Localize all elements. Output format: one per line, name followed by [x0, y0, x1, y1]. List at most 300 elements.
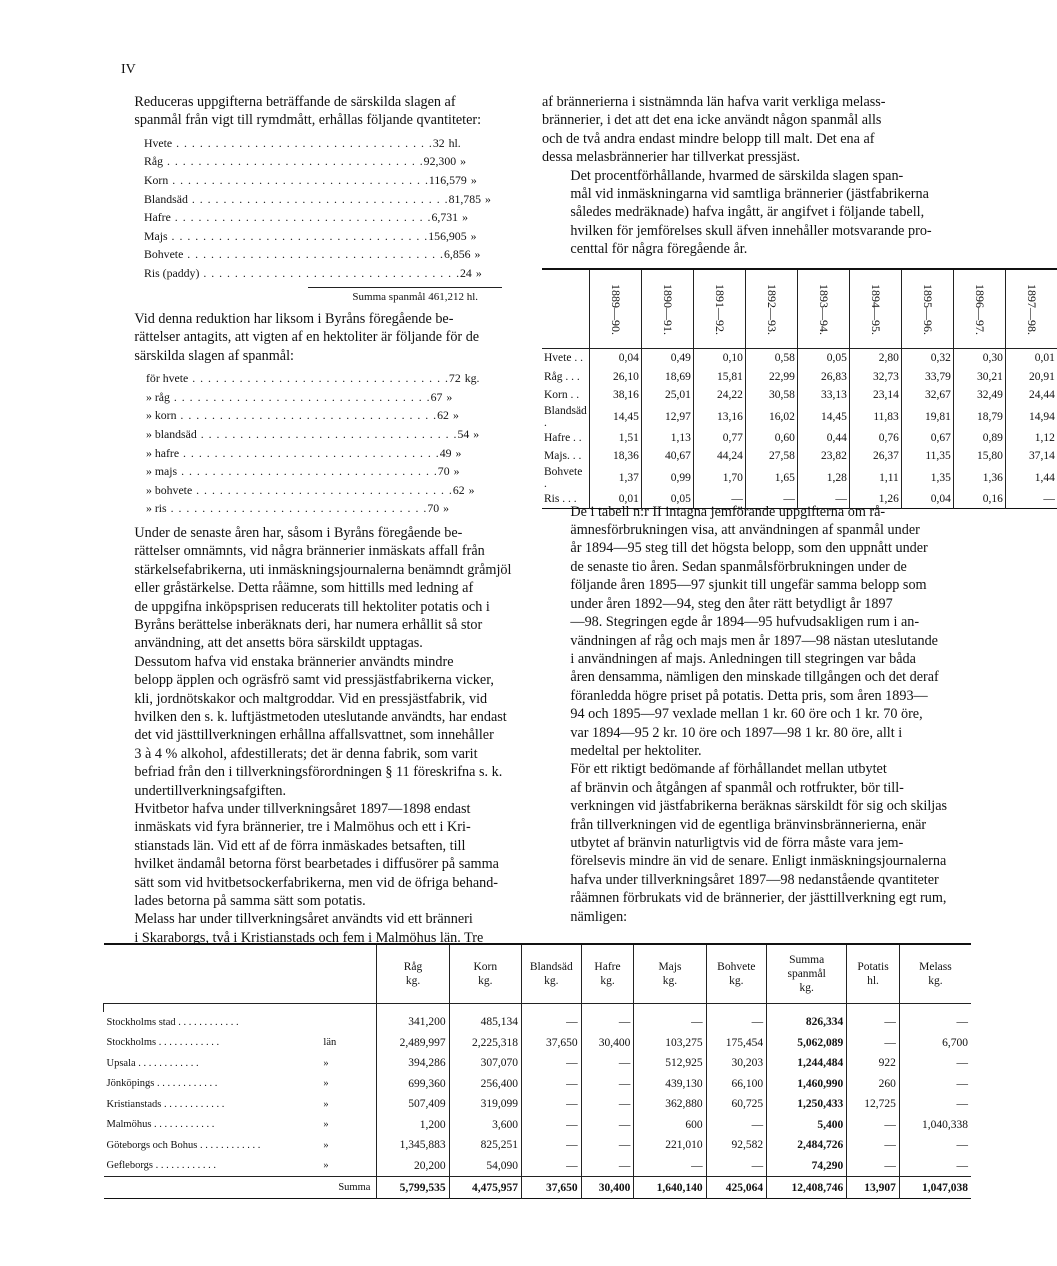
- weight-unit: »: [453, 464, 460, 479]
- region-name: Jönköpings . . .: [104, 1074, 322, 1095]
- region-name: Göteborgs och Bohus . . .: [104, 1135, 322, 1156]
- percentage-cell: 12,97: [641, 405, 693, 429]
- quantity-cell: 825,251: [449, 1135, 521, 1156]
- weight-unit: kg.: [464, 371, 480, 386]
- percentage-cell: —: [797, 490, 849, 509]
- quantity-cell: 103,275: [634, 1033, 706, 1054]
- quantity-cell: —: [521, 1135, 581, 1156]
- percentage-cell: 1,44: [1005, 466, 1057, 490]
- weight-unit: »: [473, 426, 480, 441]
- grain-percentage-row: [542, 349, 1057, 368]
- quantity-column-header: [521, 944, 581, 1004]
- year-header: [641, 269, 693, 349]
- grain-percentage-row: [542, 466, 1057, 490]
- header-line: Korn: [473, 961, 498, 973]
- weight-row: [146, 425, 480, 444]
- percentage-cell: 0,76: [849, 429, 901, 448]
- quantity-cell: 260: [847, 1074, 900, 1095]
- quantity-cell: 74,290: [767, 1156, 847, 1177]
- right-paragraph-2: Det procentförhållande, hvarmed de särskilda slagen span- mål vid inmäskningarna vid samtliga brännerier (jästfabrikerna således medräknade) hafva ingått, är angifvet i följande tabell, hvilken för jemförelses skull äfven innehåller motsvarande pro- centtal för några föregående år.: [570, 167, 932, 258]
- percentage-cell: 23,14: [849, 386, 901, 405]
- produce-name: Hafre . . .: [144, 208, 432, 227]
- spacer-cell: [634, 1004, 706, 1013]
- header-line: Summa: [789, 954, 825, 966]
- quantity-cell: 699,360: [377, 1074, 449, 1095]
- region-lan: [321, 1012, 377, 1033]
- grain-percentage-row: [542, 490, 1057, 509]
- region-lan: »: [323, 1098, 329, 1110]
- header-line: Hafre: [594, 961, 621, 973]
- quantity-cell: —: [521, 1094, 581, 1115]
- percentage-cell: 30,21: [953, 368, 1005, 387]
- quantity-cell: —: [706, 1156, 767, 1177]
- header-line: kg.: [478, 975, 493, 987]
- year-label: 1893—94.: [816, 283, 831, 335]
- quantity-cell: —: [581, 1012, 634, 1033]
- quantity-cell: 922: [847, 1053, 900, 1074]
- quantity-cell: 66,100: [706, 1074, 767, 1095]
- percentage-cell: 1,12: [1005, 429, 1057, 448]
- year-label: 1890—91.: [660, 283, 675, 335]
- region-lan: »: [323, 1078, 329, 1090]
- weight-unit: »: [468, 482, 475, 497]
- table-spacer: [104, 1004, 972, 1013]
- percentage-cell: 22,99: [745, 368, 797, 387]
- header-line: kg.: [799, 982, 814, 994]
- quantity-cell: —: [899, 1156, 971, 1177]
- quantity-row: [104, 1053, 972, 1074]
- produce-unit: »: [475, 265, 482, 280]
- produce-row: [144, 171, 477, 190]
- total-cell: 5,799,535: [377, 1177, 449, 1199]
- total-cell: 1,640,140: [634, 1177, 706, 1199]
- produce-value: 92,300: [423, 154, 457, 169]
- quantity-column-header: [706, 944, 767, 1004]
- year-header: [745, 269, 797, 349]
- quantity-row: [104, 1094, 972, 1115]
- weight-unit: »: [443, 501, 450, 516]
- grain-percentage-row: [542, 447, 1057, 466]
- quantity-cell: 6,700: [899, 1033, 971, 1054]
- produce-value: 6,856: [443, 247, 471, 262]
- percentage-cell: 0,44: [797, 429, 849, 448]
- weight-name: » bohvete . . .: [146, 481, 453, 500]
- weight-value: 67: [430, 389, 443, 404]
- weight-row: [146, 499, 450, 518]
- weight-row: [146, 444, 462, 463]
- header-line: hl.: [867, 975, 879, 987]
- quantity-column-header: [449, 944, 521, 1004]
- region-lan: »: [323, 1119, 329, 1131]
- header-line: Potatis: [857, 961, 889, 973]
- quantity-cell: —: [706, 1115, 767, 1136]
- weight-name: » majs . . .: [146, 462, 438, 481]
- region-name: Malmöhus . . .: [104, 1115, 322, 1136]
- quantity-cell: —: [581, 1135, 634, 1156]
- percentage-cell: 1,35: [901, 466, 953, 490]
- percentage-cell: 25,01: [641, 386, 693, 405]
- percentage-cell: 0,77: [693, 429, 745, 448]
- percentage-cell: 1,65: [745, 466, 797, 490]
- percentage-cell: 0,04: [589, 349, 641, 368]
- header-line: kg.: [600, 975, 615, 987]
- spacer-cell: [899, 1004, 971, 1013]
- weight-value: 72: [448, 371, 461, 386]
- quantity-cell: —: [634, 1156, 706, 1177]
- year-label: 1892—93.: [764, 283, 779, 335]
- produce-unit: »: [470, 228, 477, 243]
- percentage-cell: 1,13: [641, 429, 693, 448]
- percentage-cell: 1,37: [589, 466, 641, 490]
- quantity-cell: 221,010: [634, 1135, 706, 1156]
- left-paragraph-6: Melass har under tillverkningsåret användts vid ett bränneri i Skaraborgs, två i Kristianstads och fem i Malmöhus län. Tre: [134, 911, 484, 946]
- grain-percentage-row: [542, 405, 1057, 429]
- quantity-cell: —: [899, 1012, 971, 1033]
- percentage-cell: 0,67: [901, 429, 953, 448]
- percentage-cell: 15,80: [953, 447, 1005, 466]
- quantity-cell: —: [899, 1135, 971, 1156]
- quantity-cell: —: [581, 1074, 634, 1095]
- weight-value: 70: [437, 464, 450, 479]
- header-line: Blandsäd: [529, 961, 573, 973]
- grain-label: Hafre . .: [544, 431, 582, 444]
- page-number: IV: [121, 62, 136, 77]
- produce-name: Korn . . .: [144, 171, 429, 190]
- percentage-cell: 0,05: [797, 349, 849, 368]
- percentage-cell: 27,58: [745, 447, 797, 466]
- left-paragraph-4: Dessutom hafva vid enstaka brännerier användts mindre belopp äpplen och ogräsfrö samt vid pressjästfabrikerna vicker, kli, jordnötskakor och maltgroddar. Vid en pressjästfabrik, vid hvilken den s. k. luftjästmetoden uteslutande användts, har endast det vid jästtillverkningen erhållna affallsvattnet, som innehåller 3 à 4 % alkohol, afdestillerats; det är denna fabrik, som varit befriad från den i tillverkningsförordningen § 11 föreskrifna s. k. undertillverkningsafgiften.: [134, 653, 507, 799]
- percentage-cell: 0,10: [693, 349, 745, 368]
- quantity-cell: —: [521, 1156, 581, 1177]
- percentage-cell: 0,60: [745, 429, 797, 448]
- quantity-cell: —: [521, 1053, 581, 1074]
- percentage-cell: 23,82: [797, 447, 849, 466]
- quantity-cell: —: [521, 1012, 581, 1033]
- total-cell: 13,907: [847, 1177, 900, 1199]
- quantity-cell: 256,400: [449, 1074, 521, 1095]
- total-cell: 1,047,038: [899, 1177, 971, 1199]
- quantity-cell: 5,062,089: [767, 1033, 847, 1054]
- year-header: [797, 269, 849, 349]
- left-paragraph-5: Hvitbetor hafva under tillverkningsåret 1897—1898 endast inmäskats vid fyra brännerier, tre i Malmöhus och ett i Kri- stianstads län. Vid ett af de förra inmäskades betsaften, till hvilket ändamål betorna först bearbetades i diffusörer på samma sätt som vid hvitbetsockerfabrikerna, men vid de öfriga behand- lades betorna på samma sätt som potatis.: [134, 801, 499, 910]
- quantity-column-header: [377, 944, 449, 1004]
- quantity-cell: 1,244,484: [767, 1053, 847, 1074]
- produce-row: [144, 152, 467, 171]
- quantity-cell: 2,484,726: [767, 1135, 847, 1156]
- total-cell: 4,475,957: [449, 1177, 521, 1199]
- year-header: [901, 269, 953, 349]
- quantity-row: [104, 1156, 972, 1177]
- weight-row: [146, 481, 475, 500]
- percentage-cell: 32,67: [901, 386, 953, 405]
- produce-name: Bohvete . . .: [144, 245, 444, 264]
- percentage-cell: 24,22: [693, 386, 745, 405]
- header-line: Melass: [919, 961, 952, 973]
- quantity-corner: [104, 944, 377, 1004]
- weight-row: [146, 388, 453, 407]
- weight-value: 54: [457, 426, 470, 441]
- percentage-cell: 18,36: [589, 447, 641, 466]
- left-paragraph-3: Under de senaste åren har, såsom i Byråns föregående be- rättelser omnämnts, vid några brännerier inmäskats affall från stärkelsefabrikerna, uti inmäskningsjournalerna benämndt gråmjöl eller gråstärkelse. Detta råämne, som hittills med ledning af de uppgifna inköpsprisen reducerats till hektoliter potatis och i Byråns berättelse inberäknats deri, har numera erhållit så stor användning, att det ansetts böra särskildt upptagas.: [134, 524, 512, 652]
- year-header: [589, 269, 641, 349]
- percentage-cell: 0,01: [1005, 349, 1057, 368]
- region-lan: »: [323, 1057, 329, 1069]
- quantity-cell: 394,286: [377, 1053, 449, 1074]
- year-label: 1889—90.: [608, 283, 623, 335]
- weight-value: 62: [452, 482, 465, 497]
- quantity-cell: 307,070: [449, 1053, 521, 1074]
- quantity-cell: —: [847, 1135, 900, 1156]
- year-header: [953, 269, 1005, 349]
- quantity-cell: 826,334: [767, 1012, 847, 1033]
- spacer-cell: [104, 1004, 322, 1013]
- percentage-cell: 11,35: [901, 447, 953, 466]
- right-paragraph-4: För ett riktigt bedömande af förhållandet mellan utbytet af bränvin och åtgången af spanmål och rotfrukter, bör till- verkningen vid jästfabrikerna beräknas särskildt för sig och skiljas från tillverkningen vid de egentliga bränvinsbrännerierna, enär utbytet af bränvin naturligtvis vid de förra måste vara jem- förelsevis mindre än vid de senare. Enligt inmäskningsjournalerna hafva under tillverkningsåret 1897—98 nedanstående qvantiteter råämnen förbrukats vid de brännerier, der jästtillverkning egt rum, nämligen:: [570, 761, 948, 925]
- left-paragraph-1: Reduceras uppgifterna beträffande de särskilda slagen af spanmål från vigt till rymdmått, erhållas följande qvantiteter:: [134, 94, 482, 129]
- quantity-cell: 2,225,318: [449, 1033, 521, 1054]
- produce-unit: »: [470, 173, 477, 187]
- percentage-cell: 0,05: [641, 490, 693, 509]
- region-name: Stockholms . . .: [104, 1033, 322, 1054]
- produce-unit: »: [485, 191, 491, 206]
- header-line: Majs: [658, 961, 682, 973]
- spacer-cell: [581, 1004, 634, 1013]
- weight-value: 70: [427, 501, 440, 516]
- produce-value: 32: [432, 135, 445, 150]
- produce-unit: »: [474, 247, 481, 262]
- produce-value: 81,785: [448, 191, 482, 206]
- header-line: kg.: [662, 975, 678, 987]
- percentage-cell: 33,13: [797, 386, 849, 405]
- weight-name: » hafre . . .: [146, 444, 440, 463]
- percentage-cell: 0,58: [745, 349, 797, 368]
- spacer-cell: [767, 1004, 847, 1013]
- header-line: kg.: [729, 975, 744, 987]
- year-label: 1891—92.: [712, 283, 727, 335]
- spacer-cell: [706, 1004, 767, 1013]
- header-line: kg.: [928, 975, 943, 987]
- percentage-cell: 0,89: [953, 429, 1005, 448]
- percentage-cell: 1,26: [849, 490, 901, 509]
- grain-percentage-row: [542, 386, 1057, 405]
- weight-name: » råg . . .: [146, 388, 431, 407]
- produce-volume-list: [144, 134, 491, 283]
- weight-row: [146, 369, 480, 388]
- grain-percentage-corner: [542, 269, 589, 349]
- quantity-column-header: [899, 944, 971, 1004]
- right-column: [542, 93, 972, 926]
- total-cell: 425,064: [706, 1177, 767, 1199]
- weight-name: » korn . . .: [146, 406, 437, 425]
- percentage-cell: —: [745, 490, 797, 509]
- spacer-cell: [521, 1004, 581, 1013]
- quantity-cell: —: [847, 1115, 900, 1136]
- total-cell: 30,400: [581, 1177, 634, 1199]
- percentage-cell: —: [1005, 490, 1057, 509]
- produce-unit: hl.: [448, 135, 461, 150]
- year-label: 1897—98.: [1024, 283, 1039, 335]
- header-line: Råg: [403, 961, 423, 973]
- right-paragraph-1: af brännerierna i sistnämnda län hafva varit verkliga melass- brännerier, i det att det ena icke användt någon spanmål alls och de två andra endast mindre belopp till malt. Det ena af dessa melasbrännerier har tillverkat pressjäst.: [542, 94, 886, 166]
- region-lan: län: [323, 1037, 337, 1049]
- weight-row: [146, 462, 460, 481]
- percentage-cell: 26,37: [849, 447, 901, 466]
- quantity-cell: 1,040,338: [899, 1115, 971, 1136]
- quantity-cell: 319,099: [449, 1094, 521, 1115]
- header-line: spanmål: [787, 968, 826, 980]
- quantity-cell: 485,134: [449, 1012, 521, 1033]
- quantity-cell: —: [581, 1094, 634, 1115]
- produce-row: [144, 245, 481, 264]
- raw-material-quantity-table: [103, 943, 971, 1199]
- grain-percentage-row: [542, 368, 1057, 387]
- quantity-cell: 362,880: [634, 1094, 706, 1115]
- spacer-cell: [449, 1004, 521, 1013]
- percentage-cell: 0,99: [641, 466, 693, 490]
- quantity-row: [104, 1012, 972, 1033]
- grain-label: Råg . . .: [544, 370, 580, 383]
- quantity-cell: 5,400: [767, 1115, 847, 1136]
- weight-row: [146, 406, 459, 425]
- right-paragraph-3: De i tabell n:r II intagna jemförande uppgifterna om rå- ämnesförbrukningen visa, att användningen af spanmål under år 1894—95 steg till det högsta belopp, som den uppnått under de senaste tio åren. Sedan spanmålsförbrukningen under de följande åren 1895—97 sjunkit till ungefär samma belopp som under åren 1892—94, steg den åter rätt betydligt år 1897 —98. Stegringen egde år 1894—95 hufvudsakligen rum i an- vändningen af råg och majs men år 1897—98 nästan uteslutande i användningen af majs. Anledningen till stegringen var båda åren densamma, nämligen den minskade tillgången och det deraf föranledda högre priset på potatis. Detta pris, som åren 1893— 94 och 1895—97 vexlade mellan 1 kr. 60 öre och 1 kr. 70 öre, var 1894—95 2 kr. 10 öre och 1897—98 1 kr. 80 öre, allt i medeltal per hektoliter.: [570, 503, 939, 759]
- produce-sum: Summa spanmål 461,212 hl.: [308, 287, 502, 306]
- quantity-cell: —: [899, 1094, 971, 1115]
- year-label: 1895—96.: [920, 283, 935, 335]
- grain-label: Ris . . .: [544, 492, 577, 505]
- weight-unit: »: [446, 389, 453, 404]
- total-label: Summa: [104, 1177, 377, 1199]
- percentage-cell: 30,58: [745, 386, 797, 405]
- quantity-cell: 60,725: [706, 1094, 767, 1115]
- quantity-cell: 1,200: [377, 1115, 449, 1136]
- year-header: [1005, 269, 1057, 349]
- produce-value: 6,731: [431, 210, 459, 225]
- percentage-cell: 26,83: [797, 368, 849, 387]
- region-name: Gefleborgs . . .: [104, 1156, 322, 1177]
- weight-name: » ris . . .: [146, 499, 427, 518]
- produce-row: [144, 190, 491, 209]
- quantity-cell: —: [899, 1074, 971, 1095]
- left-column: [106, 93, 528, 947]
- quantity-cell: —: [847, 1012, 900, 1033]
- quantity-cell: —: [521, 1115, 581, 1136]
- grain-percentage-row: [542, 429, 1057, 448]
- produce-name: Ris (paddy) . . .: [144, 264, 460, 283]
- region-lan: »: [323, 1160, 329, 1172]
- percentage-cell: 18,79: [953, 405, 1005, 429]
- percentage-cell: —: [693, 490, 745, 509]
- produce-row: [144, 134, 461, 153]
- percentage-cell: 0,16: [953, 490, 1005, 509]
- produce-row: [144, 227, 477, 246]
- produce-name: Råg . . .: [144, 152, 424, 171]
- percentage-cell: 2,80: [849, 349, 901, 368]
- percentage-cell: 20,91: [1005, 368, 1057, 387]
- percentage-cell: 0,30: [953, 349, 1005, 368]
- quantity-row: [104, 1033, 972, 1054]
- quantity-column-header: [581, 944, 634, 1004]
- produce-name: Hvete . . .: [144, 134, 433, 153]
- percentage-cell: 14,94: [1005, 405, 1057, 429]
- quantity-cell: 507,409: [377, 1094, 449, 1115]
- quantity-cell: 600: [634, 1115, 706, 1136]
- weight-unit: »: [452, 408, 459, 423]
- weight-name: » blandsäd . . .: [146, 425, 457, 444]
- produce-row: [144, 208, 468, 227]
- produce-unit: »: [462, 210, 468, 225]
- percentage-cell: 37,14: [1005, 447, 1057, 466]
- quantity-column-header: [847, 944, 900, 1004]
- quantity-cell: —: [847, 1033, 900, 1054]
- produce-row: [144, 264, 482, 283]
- percentage-cell: 16,02: [745, 405, 797, 429]
- quantity-cell: 1,250,433: [767, 1094, 847, 1115]
- quantity-total-row: [104, 1177, 972, 1199]
- percentage-cell: 14,45: [589, 405, 641, 429]
- produce-name: Blandsäd . . .: [144, 190, 449, 209]
- hectoliter-weight-list: [146, 369, 480, 518]
- quantity-cell: 30,400: [581, 1033, 634, 1054]
- left-paragraph-2: Vid denna reduktion har liksom i Byråns föregående be- rättelser antagits, att vigten af en hektoliter är följande för de särskilda slagen af spanmål:: [134, 310, 480, 364]
- quantity-row: [104, 1135, 972, 1156]
- year-label: 1894—95.: [868, 283, 883, 335]
- weight-value: 62: [437, 408, 449, 423]
- quantity-cell: 175,454: [706, 1033, 767, 1054]
- grain-label: Blandsäd .: [544, 404, 587, 429]
- percentage-cell: 1,28: [797, 466, 849, 490]
- quantity-cell: —: [581, 1053, 634, 1074]
- quantity-cell: —: [899, 1053, 971, 1074]
- grain-percentage-table: [542, 268, 1057, 509]
- quantity-cell: 92,582: [706, 1135, 767, 1156]
- percentage-cell: 0,49: [641, 349, 693, 368]
- quantity-cell: —: [521, 1074, 581, 1095]
- percentage-cell: 18,69: [641, 368, 693, 387]
- quantity-cell: 54,090: [449, 1156, 521, 1177]
- quantity-cell: 30,203: [706, 1053, 767, 1074]
- percentage-cell: 24,44: [1005, 386, 1057, 405]
- region-name: Upsala . . .: [104, 1053, 322, 1074]
- quantity-cell: 341,200: [377, 1012, 449, 1033]
- percentage-cell: 0,04: [901, 490, 953, 509]
- grain-label: Korn . .: [544, 389, 580, 402]
- quantity-cell: 12,725: [847, 1094, 900, 1115]
- quantity-row: [104, 1115, 972, 1136]
- quantity-cell: 1,345,883: [377, 1135, 449, 1156]
- region-lan: »: [323, 1139, 329, 1151]
- header-line: kg.: [405, 975, 421, 987]
- weight-name: för hvete . . .: [146, 369, 449, 388]
- percentage-cell: 15,81: [693, 368, 745, 387]
- header-line: Bohvete: [717, 961, 756, 973]
- quantity-cell: 439,130: [634, 1074, 706, 1095]
- year-header: [693, 269, 745, 349]
- weight-value: 49: [439, 445, 452, 460]
- percentage-cell: 19,81: [901, 405, 953, 429]
- percentage-cell: 32,73: [849, 368, 901, 387]
- quantity-cell: 2,489,997: [377, 1033, 449, 1054]
- quantity-cell: 1,460,990: [767, 1074, 847, 1095]
- percentage-cell: 11,83: [849, 405, 901, 429]
- region-name: Kristianstads . . .: [104, 1094, 322, 1115]
- percentage-cell: 13,16: [693, 405, 745, 429]
- produce-value: 24: [460, 265, 472, 280]
- percentage-cell: 0,01: [589, 490, 641, 509]
- produce-value: 156,905: [428, 228, 467, 243]
- produce-name: Majs . . .: [144, 227, 428, 246]
- percentage-cell: 40,67: [641, 447, 693, 466]
- percentage-cell: 14,45: [797, 405, 849, 429]
